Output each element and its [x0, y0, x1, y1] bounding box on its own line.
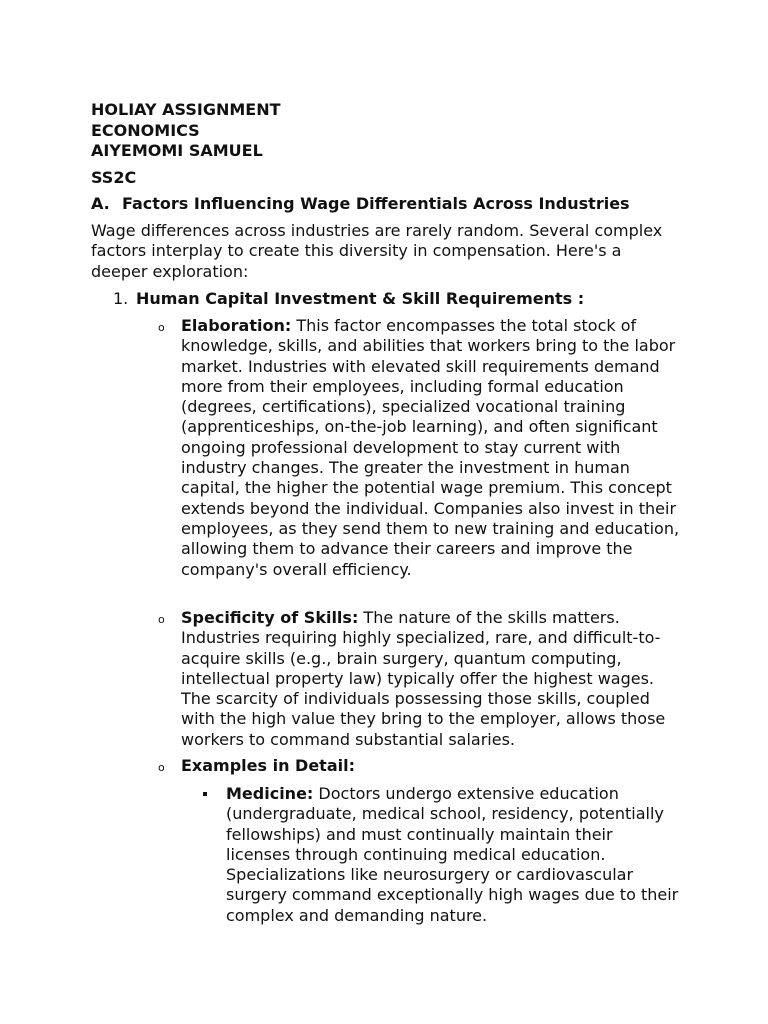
specificity-lead: Specificity of Skills: [181, 608, 359, 627]
specificity-text: The nature of the skills matters. Industries requiring highly specialized, rare, and difficult-to-acquire skills (e.g., brain surgery, quantum computing, intellectual property law) typically offer the highest wages. The scarcity of individuals possessing those skills, coupled with the high value they bring to the employer, allows those workers to command substantial salaries. [181, 608, 666, 749]
assignment-header [91, 100, 281, 162]
elaboration-paragraph [181, 316, 681, 580]
section-letter: A. [91, 194, 110, 213]
elaboration-text: This factor encompasses the total stock of knowledge, skills, and abilities that workers bring to the labor market. Industries with elevated skill requirements demand more from their employees, including formal education (degrees, certifications), specialized vocational training (apprenticeships, on-the-job learning), and often significant ongoing professional development to stay current with industry changes. The greater the investment in human capital, the higher the potential wage premium. This concept extends beyond the individual. Companies also invest in their employees, as they send them to new training and education, allowing them to advance their careers and improve the company's overall efficiency. [181, 316, 680, 579]
square-bullet-icon [203, 792, 207, 796]
examples-heading [181, 756, 681, 776]
subject-name: ECONOMICS [91, 120, 200, 140]
elaboration-lead: Elaboration: [181, 316, 292, 335]
class-label: SS2C [91, 168, 137, 187]
item-title: Human Capital Investment & Skill Requirements : [136, 289, 585, 308]
medicine-text: Doctors undergo extensive education (undergraduate, medical school, residency, potentially fellowships) and must continually maintain their licenses through continuing medical education. Specializations like neurosurgery or cardiovascular surgery command exceptionally high wages due to their complex and demanding nature. [226, 784, 679, 925]
medicine-paragraph [226, 784, 681, 926]
item-number: 1. [113, 289, 129, 308]
section-title: Factors Influencing Wage Differentials Across Industries [122, 194, 630, 213]
intro-paragraph: Wage differences across industries are rarely random. Several complex factors interplay to create this diversity in compensation. Here's a deeper exploration: [91, 221, 663, 281]
assignment-title: HOLIAY ASSIGNMENT [91, 100, 281, 119]
examples-lead: Examples in Detail: [181, 756, 355, 775]
numbered-item-1 [113, 289, 584, 309]
section-heading [91, 194, 630, 214]
circle-bullet-icon: o [158, 321, 165, 334]
medicine-lead: Medicine: [226, 784, 314, 803]
circle-bullet-icon: o [158, 761, 165, 774]
circle-bullet-icon: o [158, 613, 165, 626]
student-name: AIYEMOMI SAMUEL [91, 141, 263, 160]
specificity-paragraph [181, 608, 681, 750]
